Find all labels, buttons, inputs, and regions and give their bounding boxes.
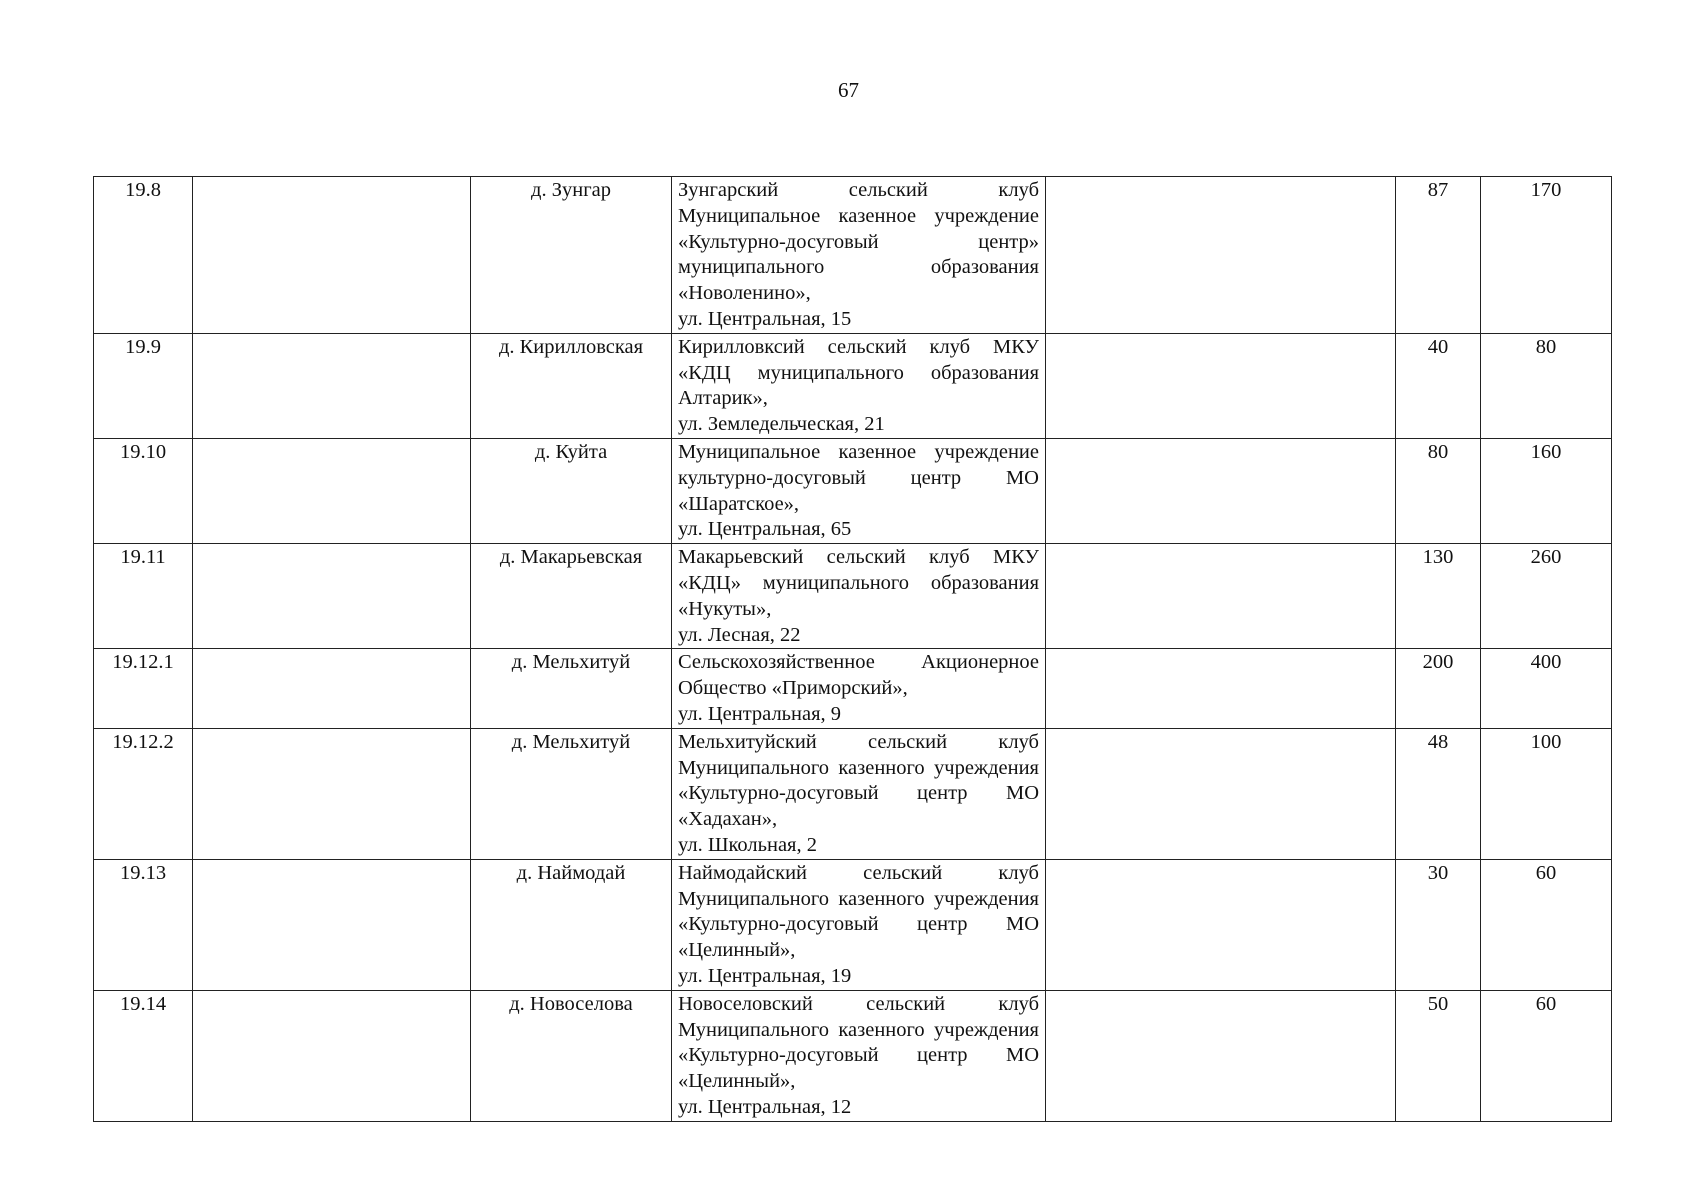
table-body — [94, 177, 1612, 1122]
row-number: 19.13 — [94, 859, 193, 990]
facility-name: Зунгарский сельский клуб Муниципальное казенное учреждение «Культурно-досуговый центр» муниципального образования «Новоленино», — [678, 179, 1039, 305]
locality-cell: д. Зунгар — [471, 177, 672, 334]
facility-description — [672, 438, 1046, 543]
locality-cell: д. Наймодай — [471, 859, 672, 990]
value-1-cell: 87 — [1396, 177, 1481, 334]
facility-name: Сельскохозяйственное Акционерное Общество «Приморский», — [678, 651, 1039, 700]
empty-cell — [1046, 438, 1396, 543]
locality-cell: д. Макарьевская — [471, 544, 672, 649]
facility-name: Наймодайский сельский клуб Муниципального казенного учреждения «Культурно-досуговый центр МО «Целинный», — [678, 861, 1039, 962]
table-row — [94, 177, 1612, 334]
value-2-cell: 400 — [1481, 649, 1612, 728]
value-2-cell: 160 — [1481, 438, 1612, 543]
page-number: 67 — [838, 78, 859, 102]
empty-cell — [193, 859, 471, 990]
locality-cell: д. Мельхитуй — [471, 649, 672, 728]
value-2-cell: 100 — [1481, 728, 1612, 859]
facility-address: ул. Земледельческая, 21 — [678, 413, 885, 436]
value-1-cell: 80 — [1396, 438, 1481, 543]
empty-cell — [193, 990, 471, 1121]
facility-description — [672, 333, 1046, 438]
facility-description — [672, 649, 1046, 728]
value-2-cell: 80 — [1481, 333, 1612, 438]
locality-cell: д. Новоселова — [471, 990, 672, 1121]
empty-cell — [193, 333, 471, 438]
empty-cell — [1046, 649, 1396, 728]
empty-cell — [1046, 177, 1396, 334]
empty-cell — [1046, 333, 1396, 438]
value-2-cell: 170 — [1481, 177, 1612, 334]
empty-cell — [1046, 990, 1396, 1121]
empty-cell — [193, 649, 471, 728]
row-number: 19.8 — [94, 177, 193, 334]
row-number: 19.10 — [94, 438, 193, 543]
table-row — [94, 544, 1612, 649]
facility-description — [672, 990, 1046, 1121]
value-2-cell: 60 — [1481, 859, 1612, 990]
facility-address: ул. Центральная, 15 — [678, 307, 852, 330]
row-number: 19.12.1 — [94, 649, 193, 728]
table-row — [94, 728, 1612, 859]
value-1-cell: 30 — [1396, 859, 1481, 990]
empty-cell — [1046, 859, 1396, 990]
facility-address: ул. Лесная, 22 — [678, 623, 801, 646]
facility-address: ул. Школьная, 2 — [678, 833, 817, 856]
empty-cell — [1046, 728, 1396, 859]
locality-cell: д. Мельхитуй — [471, 728, 672, 859]
facility-name: Макарьевский сельский клуб МКУ «КДЦ» муниципального образования «Нукуты», — [678, 546, 1039, 620]
facility-address: ул. Центральная, 19 — [678, 964, 852, 987]
row-number: 19.9 — [94, 333, 193, 438]
facility-address: ул. Центральная, 65 — [678, 518, 852, 541]
value-1-cell: 48 — [1396, 728, 1481, 859]
value-1-cell: 200 — [1396, 649, 1481, 728]
locality-cell: д. Куйта — [471, 438, 672, 543]
value-1-cell: 130 — [1396, 544, 1481, 649]
row-number: 19.14 — [94, 990, 193, 1121]
table-row — [94, 649, 1612, 728]
facility-description — [672, 177, 1046, 334]
table-row — [94, 438, 1612, 543]
value-2-cell: 260 — [1481, 544, 1612, 649]
empty-cell — [193, 544, 471, 649]
table-row — [94, 859, 1612, 990]
row-number: 19.12.2 — [94, 728, 193, 859]
facility-name: Новоселовский сельский клуб Муниципального казенного учреждения «Культурно-досуговый центр МО «Целинный», — [678, 992, 1039, 1093]
row-number: 19.11 — [94, 544, 193, 649]
facility-name: Мельхитуйский сельский клуб Муниципального казенного учреждения «Культурно-досуговый центр МО «Хадахан», — [678, 730, 1039, 831]
empty-cell — [193, 728, 471, 859]
facility-name: Муниципальное казенное учреждение культурно-досуговый центр МО «Шаратское», — [678, 440, 1039, 515]
empty-cell — [1046, 544, 1396, 649]
table-row — [94, 990, 1612, 1121]
facility-name: Кирилловксий сельский клуб МКУ «КДЦ муниципального образования Алтарик», — [678, 335, 1039, 410]
facilities-table — [93, 176, 1612, 1122]
empty-cell — [193, 438, 471, 543]
facility-address: ул. Центральная, 12 — [678, 1095, 852, 1118]
value-2-cell: 60 — [1481, 990, 1612, 1121]
value-1-cell: 40 — [1396, 333, 1481, 438]
facility-description — [672, 859, 1046, 990]
table-row — [94, 333, 1612, 438]
empty-cell — [193, 177, 471, 334]
facility-address: ул. Центральная, 9 — [678, 702, 842, 725]
facility-description — [672, 728, 1046, 859]
value-1-cell: 50 — [1396, 990, 1481, 1121]
locality-cell: д. Кирилловская — [471, 333, 672, 438]
facility-description — [672, 544, 1046, 649]
